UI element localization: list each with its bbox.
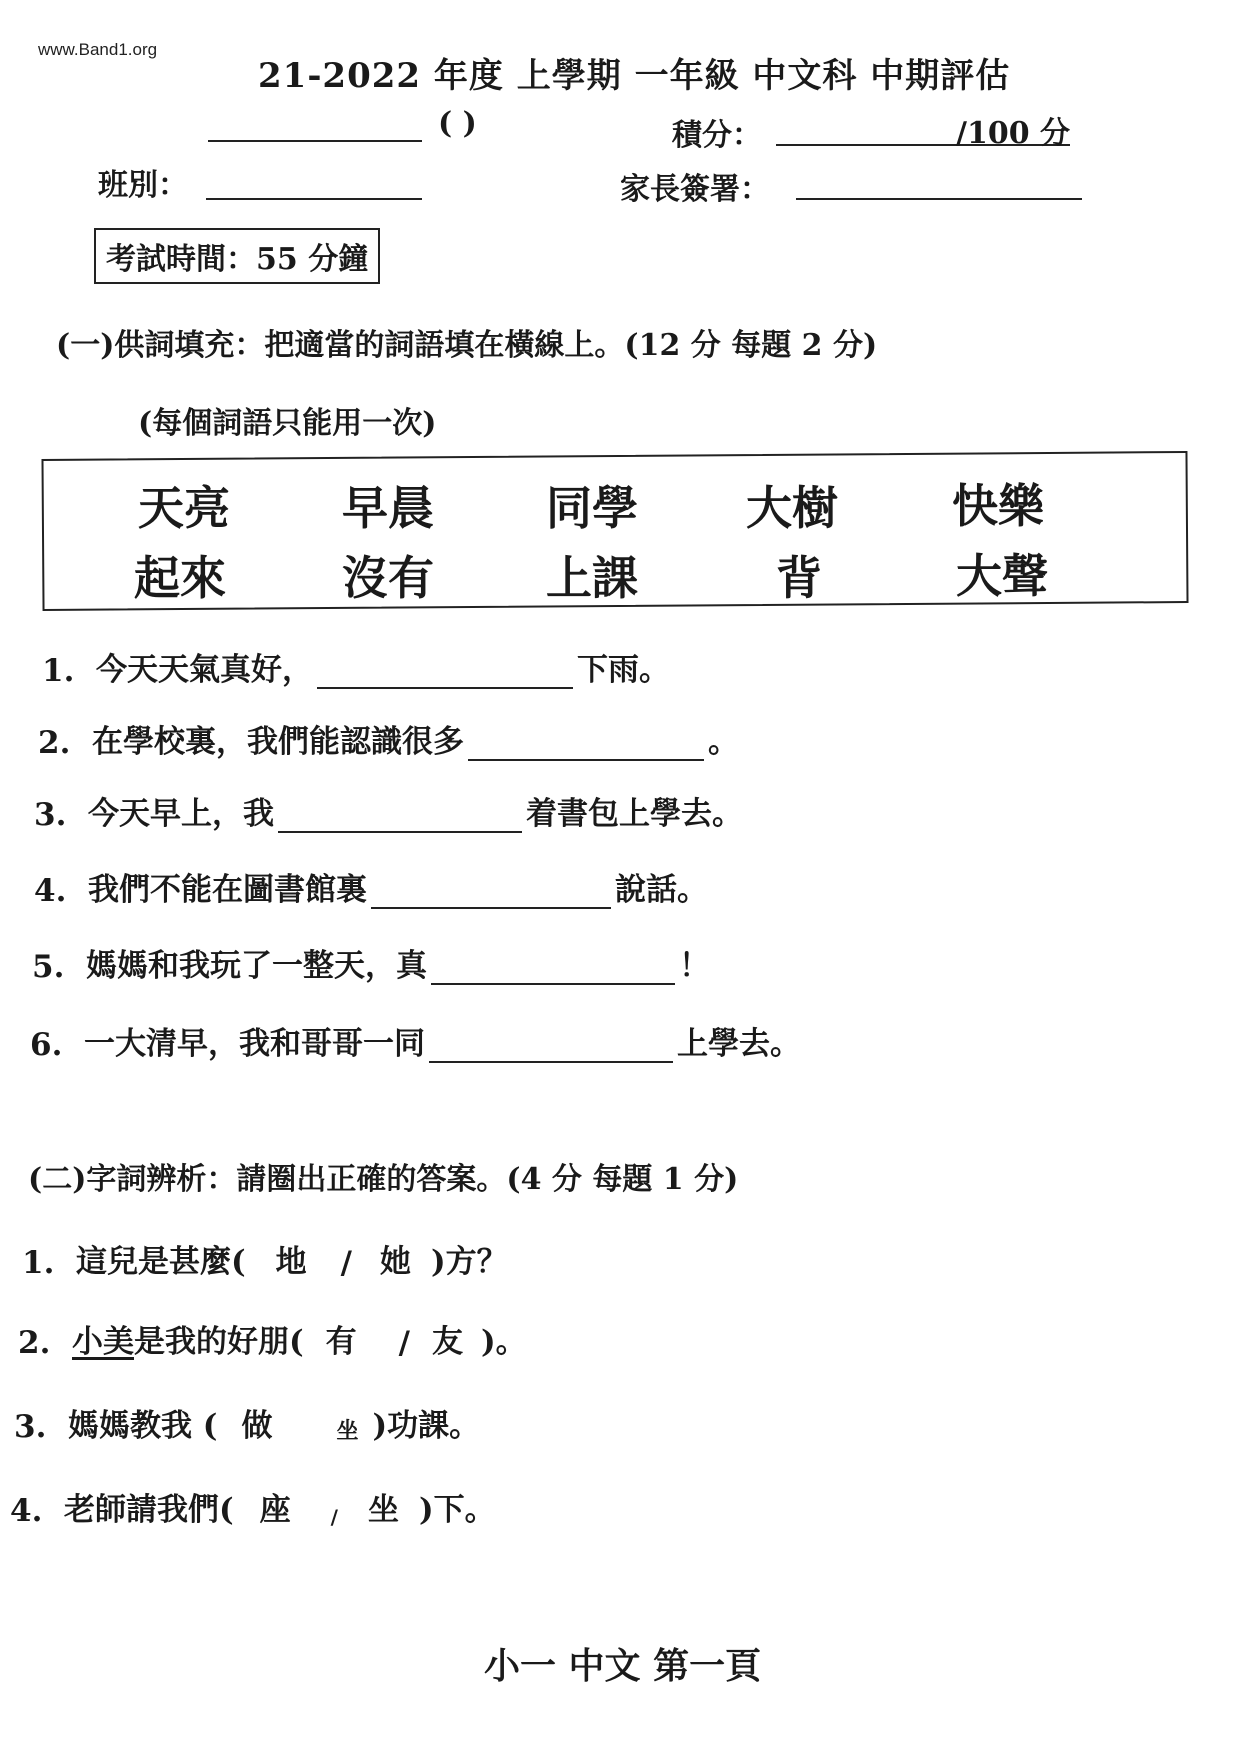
choice-question-3 — [14, 1400, 480, 1445]
choice-option-2[interactable]: 她 — [380, 1244, 411, 1280]
question-text-after: )功課。 — [372, 1408, 481, 1444]
name-line[interactable] — [208, 140, 422, 142]
choice-option-1[interactable]: 座 — [259, 1492, 291, 1528]
answer-blank[interactable] — [429, 1031, 673, 1063]
student-number-paren: ( ) — [438, 106, 477, 141]
question-number: 3. — [14, 1409, 47, 1445]
exam-time-box: 考試時間：55 分鐘 — [94, 228, 380, 284]
word-bank-item: 早晨 — [342, 481, 434, 535]
section1-note: (每個詞語只能用一次) — [138, 406, 437, 441]
choice-option-1[interactable]: 做 — [241, 1408, 273, 1444]
watermark: www.Band1.org — [38, 40, 158, 59]
question-text-before: 是我的好朋( — [134, 1324, 304, 1360]
page-footer: 小一 中文 第一頁 — [484, 1645, 762, 1687]
question-number: 1. — [22, 1245, 55, 1281]
question-text-before: 媽媽教我 ( — [68, 1408, 218, 1444]
question-number: 3. — [34, 797, 67, 833]
choice-separator: / — [330, 1505, 338, 1529]
answer-blank[interactable] — [317, 657, 573, 689]
question-text-before: 在學校裏，我們能認識很多 — [92, 724, 464, 760]
question-text-after: 着書包上學去。 — [526, 796, 743, 832]
question-number: 5. — [32, 949, 65, 985]
word-bank-item: 背 — [776, 551, 822, 605]
question-text-after: )方？ — [431, 1244, 508, 1280]
question-number: 6. — [30, 1027, 63, 1063]
word-bank-item: 沒有 — [342, 551, 434, 605]
choice-question-1 — [22, 1236, 508, 1281]
question-text-after: 說話。 — [615, 872, 708, 908]
question-text-before: 今天早上，我 — [88, 796, 274, 832]
choice-option-2[interactable]: 坐 — [336, 1418, 359, 1444]
choice-option-1[interactable]: 有 — [325, 1324, 357, 1360]
question-number: 4. — [10, 1493, 43, 1529]
answer-blank[interactable] — [278, 801, 522, 833]
fill-question-1 — [42, 644, 670, 689]
question-number: 1. — [42, 653, 75, 689]
choice-option-1[interactable]: 地 — [275, 1244, 307, 1280]
section2-title: (二)字詞辨析：請圈出正確的答案。(4 分 每題 1 分) — [28, 1162, 739, 1197]
score-label: 積分： — [672, 118, 762, 153]
question-text-before: 一大清早，我和哥哥一同 — [84, 1026, 425, 1062]
word-bank-item: 上課 — [546, 551, 638, 605]
page-title: 21-2022 年度 上學期 一年級 中文科 中期評估 — [258, 56, 1011, 96]
word-bank-item: 快樂 — [952, 479, 1044, 533]
question-number: 4. — [34, 873, 67, 909]
choice-question-4 — [10, 1484, 496, 1529]
question-text-after: 。 — [708, 724, 739, 760]
score-total: /100 分 — [956, 116, 1071, 151]
underlined-name: 小美 — [72, 1324, 134, 1360]
question-text-after: )下。 — [418, 1492, 496, 1528]
fill-question-2 — [38, 716, 739, 761]
choice-separator: / — [398, 1325, 410, 1361]
word-bank-item: 天亮 — [138, 481, 230, 535]
fill-question-3 — [34, 788, 743, 833]
parent-signature-line[interactable] — [796, 198, 1082, 200]
class-line[interactable] — [206, 198, 422, 200]
choice-question-2 — [18, 1316, 527, 1361]
question-text-before: 這兒是甚麼( — [76, 1244, 246, 1280]
word-bank-item: 同學 — [546, 481, 638, 535]
question-number: 2. — [38, 725, 71, 761]
question-text-before: 我們不能在圖書館裏 — [88, 872, 367, 908]
choice-option-2[interactable]: 友 — [432, 1324, 463, 1360]
fill-question-4 — [34, 864, 708, 909]
parent-signature-label: 家長簽署： — [620, 172, 770, 207]
answer-blank[interactable] — [431, 953, 675, 985]
question-number: 2. — [18, 1325, 51, 1361]
answer-blank[interactable] — [371, 877, 611, 909]
fill-question-6 — [30, 1018, 801, 1063]
section1-title: (一)供詞填充：把適當的詞語填在橫線上。(12 分 每題 2 分) — [56, 328, 878, 363]
choice-option-2[interactable]: 坐 — [367, 1492, 399, 1528]
choice-separator: / — [340, 1245, 352, 1281]
word-bank-item: 大樹 — [746, 481, 838, 535]
question-text-before: 媽媽和我玩了一整天，真 — [86, 948, 427, 984]
question-text-after: 上學去。 — [677, 1026, 801, 1062]
word-bank-item: 起來 — [134, 551, 226, 605]
fill-question-5 — [32, 940, 710, 985]
question-text-after: 下雨。 — [577, 652, 670, 688]
word-bank-item: 大聲 — [956, 549, 1048, 603]
question-text-before: 今天天氣真好， — [96, 652, 313, 688]
class-label: 班別： — [98, 168, 188, 203]
answer-blank[interactable] — [468, 729, 704, 761]
question-text-before: 老師請我們( — [64, 1492, 234, 1528]
question-text-after: )。 — [481, 1324, 527, 1360]
question-text-after: ！ — [679, 948, 710, 984]
